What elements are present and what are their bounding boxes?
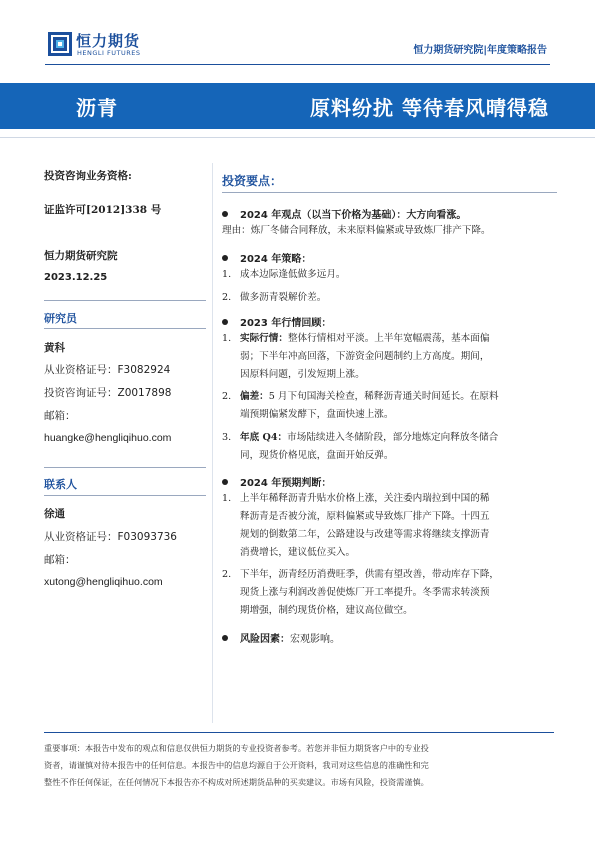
strategy-heading: 2024 年策略： bbox=[222, 250, 311, 265]
bullet-icon bbox=[222, 635, 228, 641]
view-reason: 理由：炼厂冬储合同释放，未来原料偏紧或导致炼厂排产下降。 bbox=[222, 225, 491, 236]
contact-name: 徐通 bbox=[44, 508, 65, 520]
institute-name: 恒力期货研究院 bbox=[44, 250, 118, 262]
researcher-license: 从业资格证号：F3082924 bbox=[44, 364, 171, 376]
disclaimer-line: 整性不作任何保证，在任何情况下本报告亦不构成对所述期货品种的买卖建议。市场有风险，投资需谨慎。 bbox=[44, 777, 429, 787]
section-divider bbox=[44, 495, 206, 496]
logo-text-cn: 恒力期货 bbox=[76, 32, 141, 50]
highlights-divider bbox=[222, 192, 557, 193]
researcher-heading: 研究员 bbox=[44, 312, 77, 325]
section-divider bbox=[44, 300, 206, 301]
contact-heading: 联系人 bbox=[44, 478, 77, 491]
bullet-icon bbox=[222, 255, 228, 261]
contact-email[interactable]: xutong@hengliqihuo.com bbox=[44, 576, 163, 588]
bullet-icon bbox=[222, 211, 228, 217]
section-divider bbox=[44, 328, 206, 329]
license-number: 证监许可[2012]338 号 bbox=[44, 204, 162, 216]
researcher-email-label: 邮箱： bbox=[44, 410, 76, 422]
view-heading: 2024 年观点（以当下价格为基础）：大方向看涨。 bbox=[222, 206, 466, 221]
company-logo bbox=[48, 30, 158, 60]
report-date: 2023.12.25 bbox=[44, 272, 108, 283]
disclaimer bbox=[44, 740, 554, 791]
contact-license: 从业资格证号：F03093736 bbox=[44, 531, 177, 543]
risk-heading: 风险因素：宏观影响。 bbox=[222, 630, 340, 645]
logo-mark-icon bbox=[48, 32, 72, 56]
highlights-title: 投资要点： bbox=[222, 174, 283, 188]
researcher-email[interactable]: huangke@hengliqihuo.com bbox=[44, 432, 172, 444]
review-heading: 2023 年行情回顾： bbox=[222, 314, 331, 329]
commodity-category: 沥青 bbox=[76, 96, 118, 120]
researcher-consult-license: 投资咨询证号：Z0017898 bbox=[44, 387, 172, 399]
title-banner bbox=[0, 83, 595, 129]
risk-text: 宏观影响。 bbox=[290, 634, 340, 645]
footer-divider bbox=[44, 732, 554, 733]
bullet-icon bbox=[222, 319, 228, 325]
bullet-icon bbox=[222, 479, 228, 485]
disclaimer-line: 重要事项：本报告中发布的观点和信息仅供恒力期货的专业投资者参考。若您并非恒力期货客户中的专业投 bbox=[44, 743, 429, 753]
header-divider bbox=[45, 64, 550, 65]
list-item: 1. 实际行情：整体行情相对平淡。上半年宽幅震荡，基本面偏 弱；下半年冲高回落，下游资金问题制约上方高度。期间， 因原料问题，引发短期上涨。 bbox=[222, 333, 490, 380]
section-divider bbox=[44, 467, 206, 468]
column-divider bbox=[212, 163, 213, 723]
banner-divider bbox=[0, 137, 595, 138]
report-title: 原料纷扰 等待春风晴得稳 bbox=[310, 96, 549, 120]
page-header bbox=[0, 0, 595, 72]
forecast-heading: 2024 年预期判断： bbox=[222, 474, 331, 489]
disclaimer-line: 资者，请谨慎对待本报告中的任何信息。本报告中的信息均源自于公开资料，我司对这些信息的准确性和完 bbox=[44, 760, 429, 770]
researcher-name: 黄科 bbox=[44, 342, 65, 354]
logo-text-en: HENGLI FUTURES bbox=[77, 49, 141, 57]
qualification-label: 投资咨询业务资格: bbox=[44, 170, 132, 182]
contact-email-label: 邮箱： bbox=[44, 554, 76, 566]
report-type-label: 恒力期货研究院|年度策略报告 bbox=[413, 45, 547, 56]
